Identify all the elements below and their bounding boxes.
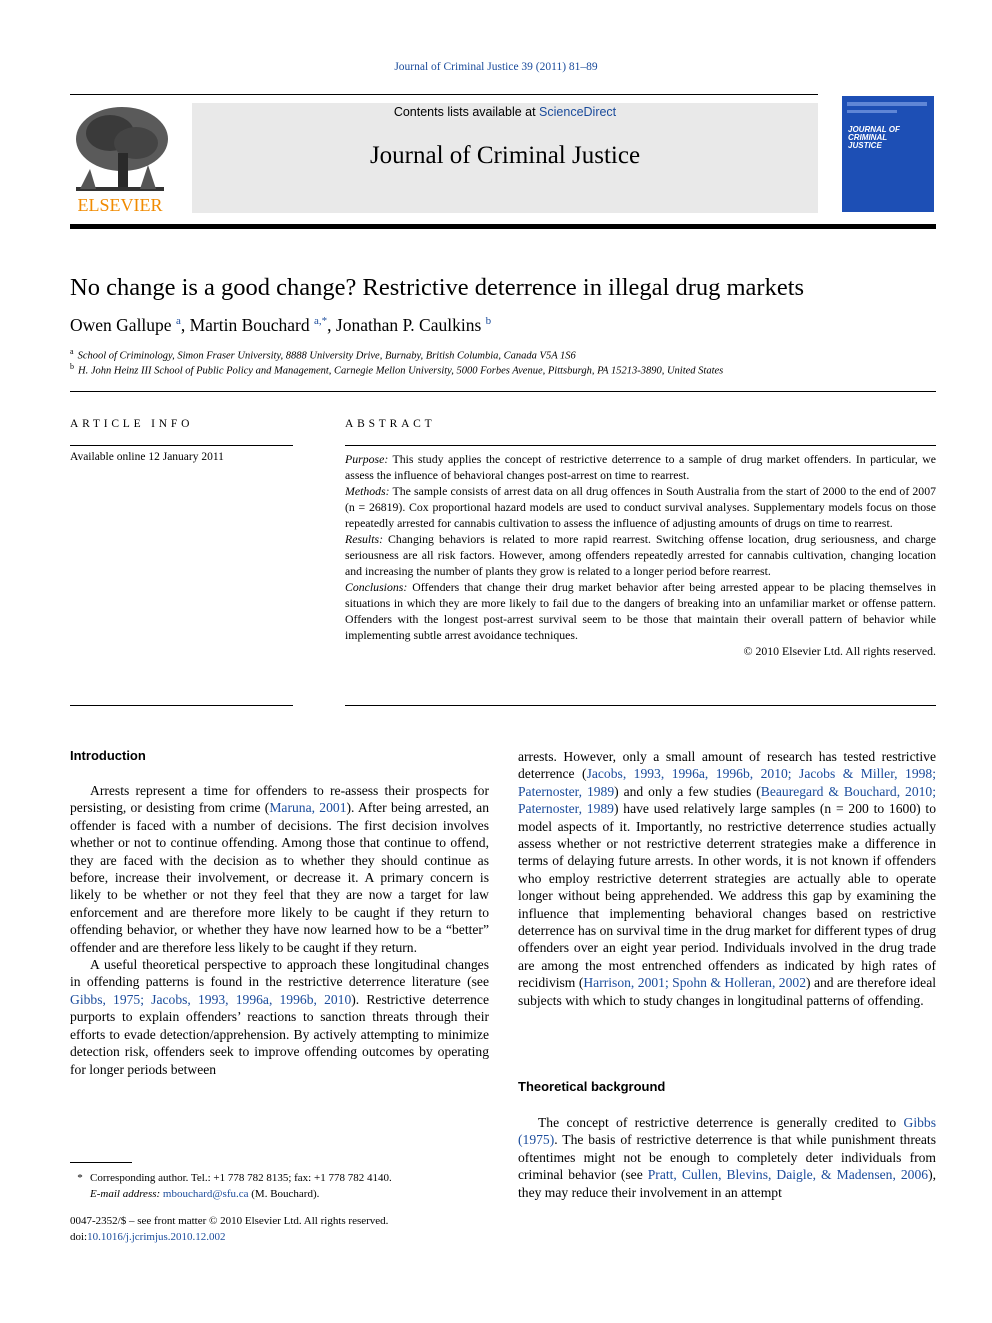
text: The concept of restrictive deterrence is generally credited to bbox=[538, 1115, 904, 1130]
elsevier-wordmark: ELSEVIER bbox=[77, 195, 163, 215]
elsevier-logo bbox=[70, 103, 170, 215]
article-info-rule bbox=[70, 445, 293, 446]
front-matter bbox=[70, 1213, 500, 1245]
citation-link[interactable]: Harrison, 2001; Spohn & Holleran, 2002 bbox=[583, 975, 806, 991]
author-name[interactable]: Martin Bouchard bbox=[189, 315, 310, 335]
header-thick-rule bbox=[70, 224, 936, 229]
journal-reference[interactable]: Journal of Criminal Justice 39 (2011) 81–89 bbox=[394, 61, 598, 73]
citation-link[interactable]: Gibbs (1975) bbox=[518, 1115, 936, 1148]
text: ). After being arrested, an offender is faced with a number of decisions. The first decision involves whether or not to continue offending. Among those that continue to offend, they are faced with the decision as to whether they should continue as before, increase their involvement, or decrease it. A primary concern is likely to be whether or not they feel that they are now a target for law enforcement and are therefore more likely to be caught if they return to offending behavior, or whether they have now learned how to be a “better” offender and are therefore less likely to be caught if they return. bbox=[70, 800, 490, 955]
right-column bbox=[518, 748, 936, 1009]
abstract-text: The sample consists of arrest data on all drug offences in South Australia from the start of 2000 to the end of 2007 (n = 26819). Cox proportional hazard models are used to conduct survival analyses. Supplementary models focus on those repeatedly arrested for cannabis cultivation to assess the influence of adjusting amounts of drugs on time to rearrest. bbox=[345, 484, 936, 530]
text: A useful theoretical perspective to approach these longitudinal changes in offending patterns is found in the restrictive deterrence literature (see bbox=[70, 957, 489, 990]
email-line bbox=[70, 1186, 500, 1202]
footnote-line bbox=[70, 1170, 500, 1186]
text: ). Restrictive deterrence purports to explain offenders’ reactions to sanction threats through their efforts to evade detection/apprehension. By actively attempting to minimize detection risk, offenders seek to improve offending outcomes by operating for longer periods between bbox=[70, 991, 490, 1077]
footnote-text: Corresponding author. Tel.: +1 778 782 8135; fax: +1 778 782 4140. bbox=[90, 1172, 392, 1184]
contents-prefix: Contents lists available at bbox=[393, 105, 540, 119]
abstract-label: Purpose: bbox=[345, 452, 389, 466]
article-info-bottom-rule bbox=[70, 705, 293, 706]
text: ) and only a few studies ( bbox=[614, 783, 761, 799]
citation-link[interactable]: Pratt, Cullen, Blevins, Daigle, & Madensen, 2006 bbox=[647, 1167, 929, 1183]
abstract-label: Conclusions: bbox=[345, 580, 408, 594]
author-list: Owen Gallupe $^a$, Martin Bouchard $^{a,*}$, Jonathan P. Caulkins $^b$ bbox=[70, 315, 492, 335]
abstract-text: Changing behaviors is related to more rapid rearrest. Switching offense location, drug seriousness, and charge seriousness are all risk factors. However, among offenders repeatedly arrested for cannabis cultivation, changing location and increasing the number of plants they grow is related to a longer period before rearrest. bbox=[345, 532, 936, 578]
footnote-mark: * bbox=[77, 1172, 83, 1184]
doi-link[interactable]: 10.1016/j.jcrimjus.2010.12.002 bbox=[87, 1231, 226, 1243]
affiliation bbox=[70, 362, 723, 377]
author-affiliation-mark[interactable]: a bbox=[175, 315, 181, 328]
paragraph bbox=[70, 782, 489, 956]
sciencedirect-link[interactable]: ScienceDirect bbox=[539, 105, 617, 119]
theoretical-background-heading: Theoretical background bbox=[518, 1079, 666, 1094]
introduction-heading: Introduction bbox=[70, 748, 146, 763]
email-owner: (M. Bouchard). bbox=[248, 1188, 320, 1200]
paragraph bbox=[70, 956, 489, 1078]
citation-link[interactable]: Jacobs, 1993, 1996a, 1996b, 2010; Jacobs & Miller, 1998; Paternoster, 1989 bbox=[518, 766, 936, 799]
section-divider bbox=[70, 391, 936, 392]
affiliation-mark: b bbox=[70, 362, 74, 371]
left-column bbox=[70, 782, 489, 1078]
cover-title: JOURNAL OF CRIMINAL JUSTICE bbox=[848, 125, 900, 150]
affiliation bbox=[70, 347, 576, 362]
abstract-results bbox=[345, 531, 936, 579]
abstract-label: Results: bbox=[345, 532, 384, 546]
affiliation-mark: a bbox=[70, 347, 74, 356]
abstract-text: Offenders that change their drug market behavior after being arrested appear to be placing themselves in situations in which they are more likely to fail due to the dangers of breaking into an unfamiliar market or offense pattern. Offenders with the longest post-arrest survival seem to be those that maintain their overall pattern of behavior while implementing subtle arrest avoidance techniques. bbox=[345, 580, 936, 642]
email-label: E-mail address: bbox=[90, 1188, 161, 1200]
paragraph bbox=[518, 1114, 936, 1201]
doi-label: doi: bbox=[70, 1231, 88, 1243]
abstract-text: This study applies the concept of restrictive deterrence to a sample of drug market offenders. In particular, we assess the influence of behavioral changes post-arrest on time to rearrest. bbox=[345, 452, 936, 482]
abstract-methods bbox=[345, 483, 936, 531]
text: ) have used relatively large samples (n = 200 to 1600) to model aspects of it. Importantly, no restrictive deterrence studies actually assess whether or not restrictive deterrent strategies make a difference in terms of delaying future arrests. In other words, it is not known if offenders who employ restrictive deterrent strategies are actually able to operate longer without being apprehended. We address this gap by examining the influence that implementing behavioral changes based on restrictive deterrence has on survival time in the drug market for different types of drug offenders over an eight year period. Individuals involved in the drug trade are among the most entrenched offenders as indicated by high rates of recidivism ( bbox=[518, 801, 936, 991]
article-info-heading: ARTICLE INFO bbox=[70, 418, 194, 430]
journal-cover-image bbox=[842, 96, 934, 212]
text: . The basis of restrictive deterrence is that while punishment threats oftentimes might not be enough to completely deter individuals from criminal behavior (see bbox=[518, 1132, 936, 1183]
right-column-continued bbox=[518, 1114, 936, 1201]
footnote-rule bbox=[70, 1162, 132, 1163]
abstract-bottom-rule bbox=[345, 705, 936, 706]
paragraph bbox=[518, 748, 936, 1009]
email-link[interactable]: mbouchard@sfu.ca bbox=[162, 1188, 249, 1200]
abstract-purpose bbox=[345, 451, 936, 483]
affiliation-text: School of Criminology, Simon Fraser University, 8888 University Drive, Burnaby, British Columbia, Canada V5A 1S6 bbox=[77, 350, 576, 362]
journal-title: Journal of Criminal Justice bbox=[369, 142, 641, 169]
corresponding-author-footnote bbox=[70, 1170, 500, 1202]
author-affiliation-mark[interactable]: b bbox=[485, 315, 492, 328]
abstract-rule bbox=[345, 445, 936, 446]
text: Arrests represent a time for offenders to re-assess their prospects for persisting, or desisting from crime ( bbox=[70, 783, 489, 816]
abstract-label: Methods: bbox=[345, 484, 390, 498]
citation-link[interactable]: Gibbs, 1975; Jacobs, 1993, 1996a, 1996b, 2010 bbox=[70, 991, 352, 1007]
available-online-date: Available online 12 January 2011 bbox=[70, 451, 224, 463]
text: ) and are therefore ideal subjects with which to study changes in longitudinal patterns of offending. bbox=[518, 975, 937, 1008]
author-name[interactable]: Owen Gallupe bbox=[70, 315, 172, 335]
abstract-heading: ABSTRACT bbox=[345, 418, 436, 430]
text: ), they may reduce their involvement in an attempt bbox=[518, 1167, 936, 1200]
author-affiliation-mark[interactable]: a,* bbox=[314, 315, 328, 328]
abstract-conclusions bbox=[345, 579, 936, 643]
text: arrests. However, only a small amount of research has tested restrictive deterrence ( bbox=[518, 749, 936, 782]
front-matter-text: 0047-2352/$ – see front matter © 2010 Elsevier Ltd. All rights reserved. bbox=[70, 1215, 389, 1227]
header-top-rule bbox=[70, 94, 818, 95]
abstract-body bbox=[345, 451, 936, 659]
author-name[interactable]: Jonathan P. Caulkins bbox=[335, 315, 482, 335]
cover-stripe bbox=[847, 102, 927, 106]
doi-line bbox=[70, 1229, 500, 1245]
abstract-copyright: © 2010 Elsevier Ltd. All rights reserved. bbox=[743, 644, 936, 658]
citation-link[interactable]: Maruna, 2001 bbox=[269, 800, 347, 816]
contents-line bbox=[192, 105, 818, 119]
citation-link[interactable]: Beauregard & Bouchard, 2010; Paternoster, 1989 bbox=[518, 783, 936, 817]
article-title: No change is a good change? Restrictive deterrence in illegal drug markets bbox=[70, 274, 805, 301]
cover-stripe bbox=[847, 110, 897, 113]
affiliation-text: H. John Heinz III School of Public Policy and Management, Carnegie Mellon University, 5000 Forbes Avenue, Pittsburgh, PA 15213-3890, United States bbox=[78, 365, 724, 377]
